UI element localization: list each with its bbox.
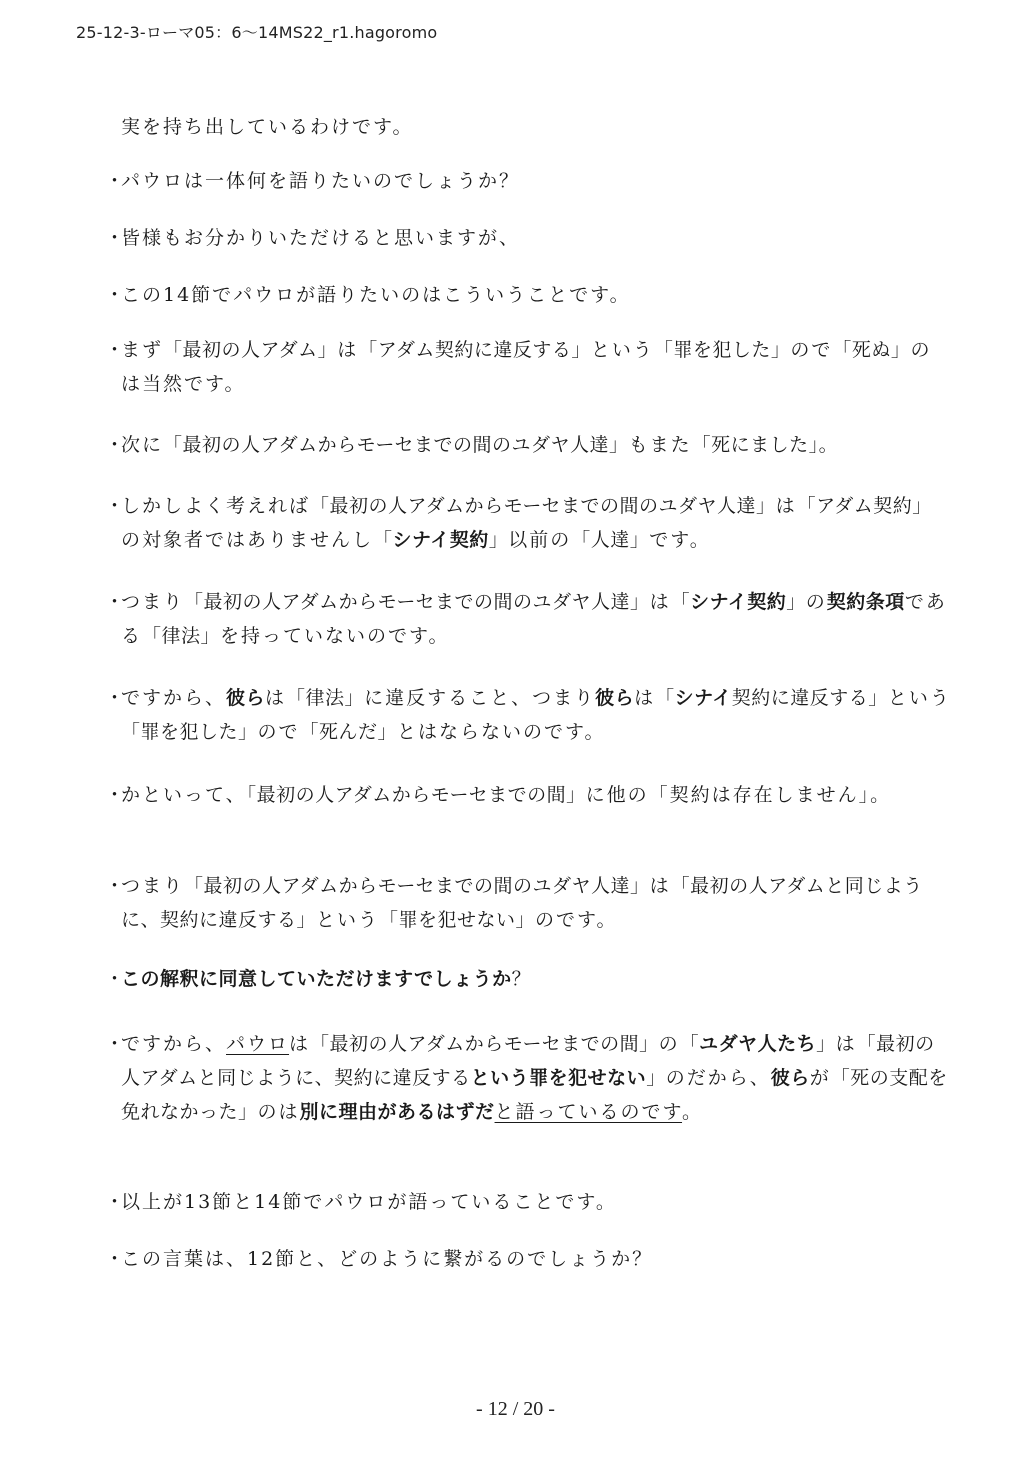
text-segment: に他の「契約は存在しません」。 (585, 784, 892, 806)
quoted-text: 「最初の人アダムと同じように、契約に違反する (121, 1033, 935, 1089)
quoted-text: 「人達」 (571, 529, 650, 551)
text-segment: つまり (121, 875, 185, 897)
paragraph (105, 489, 951, 557)
bold-text: という罪を犯せない (470, 1067, 647, 1089)
text-segment: は (649, 875, 671, 897)
quoted-text: 」 (488, 529, 509, 551)
text-segment: に違反すること、つまり (364, 687, 596, 709)
text-segment: は (337, 339, 359, 361)
text-segment: が (809, 1067, 831, 1089)
paragraph (105, 428, 951, 462)
bullet-marker: ・ (105, 284, 127, 306)
quoted-text: 「最初の人アダムからモーセまでの間のユダヤ人達」 (163, 434, 629, 456)
bullet-marker: ・ (105, 170, 127, 192)
quoted-text: 「罪を犯した」 (653, 339, 791, 361)
paragraph (105, 585, 951, 653)
paragraph (105, 333, 951, 401)
bullet-marker: ・ (105, 591, 127, 613)
quoted-text: 「アダム契約に違反する」 (358, 339, 591, 361)
bold-text: 契約条項 (826, 591, 905, 613)
bullet-marker: ・ (105, 1191, 127, 1213)
bold-text: この解釈に同意していただけますでしょうか (121, 968, 512, 990)
text-segment: である (121, 591, 947, 647)
text-segment: まず (121, 339, 164, 361)
bold-text: シナイ契約 (690, 591, 787, 613)
bullet-marker: ・ (105, 875, 127, 897)
text-segment: は (775, 495, 797, 517)
paragraph (105, 962, 951, 996)
quoted-text: 「最初の人アダムからモーセまでの間のユダヤ人達」 (310, 495, 776, 517)
quoted-text: 」 (816, 1033, 836, 1055)
quoted-text: 「罪を犯せない」 (379, 909, 536, 931)
text-segment: ので (790, 339, 833, 361)
bold-text: ユダヤ人たち (699, 1033, 817, 1055)
bullet-marker: ・ (105, 434, 127, 456)
text-segment: ので (257, 721, 300, 743)
bullet-marker: ・ (105, 968, 127, 990)
text-segment: のは (257, 1101, 300, 1123)
text-segment: 以上が13節と14節でパウロが語っていることです。 (121, 1191, 617, 1213)
paragraph (105, 110, 951, 144)
quoted-text: 「死んだ」 (299, 721, 398, 743)
text-segment: を持っていないのです。 (220, 625, 450, 647)
bold-text: 彼ら (226, 687, 266, 709)
bold-text: 彼ら (595, 687, 635, 709)
text-segment: の対象者ではありませんし (121, 529, 374, 551)
text-segment: しかしよく考えれば (121, 495, 311, 517)
text-segment: 以前の (508, 529, 572, 551)
quoted-text: 「死の支配を免れなかった」 (121, 1067, 948, 1123)
bold-text: シナイ契約 (392, 529, 489, 551)
quoted-text: 「 (670, 591, 691, 613)
paragraph (105, 869, 951, 937)
quoted-text: 「 (373, 529, 393, 551)
bullet-marker: ・ (105, 495, 127, 517)
quoted-text: 「最初の人アダムからモーセまでの間のユダヤ人達」 (184, 875, 650, 897)
text-segment: は (835, 1033, 857, 1055)
text-segment: は (265, 687, 287, 709)
paragraph (105, 681, 951, 749)
quoted-text: 「律法」 (142, 625, 221, 647)
paragraph (105, 1185, 951, 1219)
text-segment: ？ (511, 968, 533, 990)
quoted-text: 「最初の人アダムからモーセまでの間のユダヤ人達」 (184, 591, 650, 613)
text-segment: という (887, 687, 951, 709)
paragraph (105, 221, 951, 255)
text-segment: のです。 (535, 909, 618, 931)
text-segment: かといって、 (121, 784, 247, 806)
text-segment: パウロは一体何を語りたいのでしょうか？ (121, 170, 521, 192)
bold-text: 別に理由があるはずだ (299, 1101, 495, 1123)
bold-text: シナイ (674, 687, 732, 709)
quoted-text: 」 (786, 591, 806, 613)
underlined-text: と語っているのです (494, 1101, 683, 1123)
text-segment: は (634, 687, 656, 709)
text-segment: 実を持ち出しているわけです。 (121, 116, 414, 138)
underlined-text: パウロ (226, 1033, 290, 1055)
quoted-text: 「 (655, 687, 675, 709)
bullet-marker: ・ (105, 1248, 127, 1270)
quoted-text: 「律法」 (286, 687, 365, 709)
quoted-text: 契約に違反する」 (731, 687, 888, 709)
quoted-text: 」 (646, 1067, 666, 1089)
text-segment: ですから、 (121, 1033, 227, 1055)
text-segment: 。 (818, 434, 840, 456)
bullet-marker: ・ (105, 227, 127, 249)
text-segment: の (805, 591, 827, 613)
text-segment: つまり (121, 591, 185, 613)
text-segment: です。 (649, 529, 711, 551)
quoted-text: 「最初の人アダム」 (163, 339, 338, 361)
quoted-text: 「最初の人アダムと同じように、契約に違反する」 (121, 875, 923, 931)
text-segment: は (649, 591, 671, 613)
text-segment: ですから、 (121, 687, 227, 709)
bullet-marker: ・ (105, 1033, 127, 1055)
quoted-text: 「死ぬ」 (832, 339, 911, 361)
text-segment: とはならないのです。 (397, 721, 606, 743)
paragraph (105, 1242, 951, 1276)
paragraph (105, 1027, 951, 1129)
text-segment: 次に (121, 434, 164, 456)
text-segment: 皆様もお分かりいただけると思いますが、 (121, 227, 521, 249)
text-segment: のだから、 (665, 1067, 771, 1089)
bullet-marker: ・ (105, 687, 127, 709)
bold-text: 彼ら (770, 1067, 810, 1089)
quoted-text: 「罪を犯した」 (121, 721, 258, 743)
text-segment: の (658, 1033, 680, 1055)
quoted-text: 「最初の人アダムからモーセまでの間」 (246, 784, 586, 806)
text-segment: もまた (628, 434, 692, 456)
text-segment: という (316, 909, 380, 931)
page-number: - 12 / 20 - (476, 1398, 555, 1420)
quoted-text: 「最初の人アダムからモーセまでの間」 (310, 1033, 659, 1055)
quoted-text: 「 (679, 1033, 700, 1055)
paragraph (105, 778, 951, 812)
bullet-marker: ・ (105, 339, 127, 361)
text-segment: この14節でパウロが語りたいのはこういうことです。 (121, 284, 631, 306)
paragraph (105, 278, 951, 312)
text-segment: 。 (682, 1101, 704, 1123)
quoted-text: 「アダム契約」 (796, 495, 932, 517)
quoted-text: 「死にました」 (691, 434, 819, 456)
document-header-filename: 25-12-3-ローマ05：6～14MS22_r1.hagoromo (76, 23, 438, 42)
text-segment: のは当然です。 (121, 339, 932, 395)
text-segment: は (289, 1033, 311, 1055)
text-segment: という (590, 339, 654, 361)
paragraph (105, 164, 951, 198)
text-segment: この言葉は、12節と、どのように繋がるのでしょうか？ (121, 1248, 654, 1270)
bullet-marker: ・ (105, 784, 127, 806)
